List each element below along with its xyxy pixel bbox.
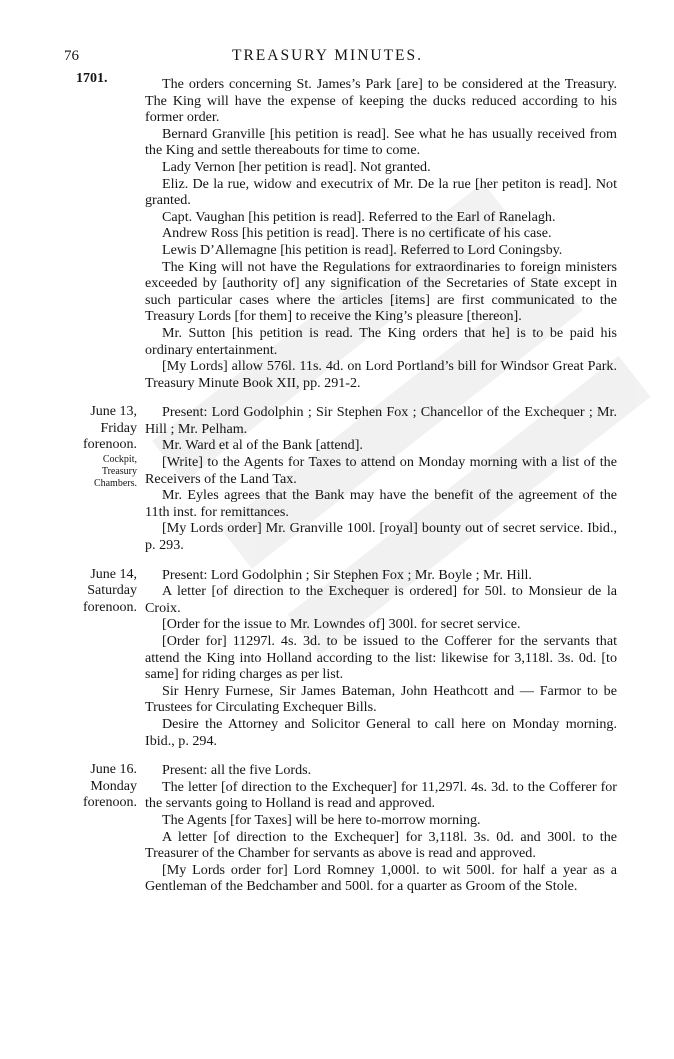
minute-paragraph: A letter [of direction to the Exchequer is ordered] for 50l. to Monsieur de la Croix. (145, 583, 617, 616)
minute-paragraph: Desire the Attorney and Solicitor General to call here on Monday morning. Ibid., p. 294. (145, 715, 617, 749)
date-line: June 14, (90, 566, 137, 582)
date-line: June 13, (90, 404, 137, 420)
minute-paragraph: Mr. Sutton [his petition is read. The King orders that he] is to be paid his ordinary entertainment. (145, 324, 617, 358)
place-line: Treasury (101, 465, 137, 477)
margin-date (59, 404, 137, 490)
place-line: Cockpit, (102, 453, 137, 465)
minute-paragraph: A letter [of direction to the Exchequer] for 3,118l. 3s. 0d. and 300l. to the Treasurer of the Chamber for servants as above is read and approved. (145, 828, 617, 862)
minute-paragraph: Capt. Vaughan [his petition is read]. Referred to the Earl of Ranelagh. (162, 208, 556, 225)
minute-entry (82, 762, 617, 895)
margin-date (59, 762, 137, 812)
minute-paragraph: [Order for] 11297l. 4s. 3d. to be issued to the Cofferer for the servants that attend the King into Holland according to the list: likewise for 3,118l. 3s. 0d. [to same] for riding charges as per list. (145, 633, 617, 683)
entry-gap (145, 554, 617, 567)
date-line: June 16. (90, 762, 137, 778)
date-line: Saturday (87, 583, 137, 599)
minute-paragraph: Sir Henry Furnese, Sir James Bateman, John Heathcott and — Farmor to be Trustees for Circulating Exchequer Bills. (145, 682, 617, 716)
minute-paragraph: Eliz. De la rue, widow and executrix of Mr. De la rue [her petiton is read]. Not granted. (145, 175, 617, 209)
date-line: Monday (90, 778, 137, 794)
minute-paragraph: The letter [of direction to the Exchequer] for 11,297l. 4s. 3d. to the Cofferer for the servants going to Holland is read and approved. (145, 778, 617, 812)
minute-paragraph: [My Lords order for] Lord Romney 1,000l. to wit 500l. for half a year as a Gentleman of the Bedchamber and 500l. for a quarter as Groom of the Stole. (145, 861, 617, 895)
minute-paragraph: The King will not have the Regulations for extraordinaries to foreign ministers exceeded by [authority of] any signification of the Secretaries of State except in such particular cases where the articles [items] are first communicated to the Treasury Lords [for them] to receive the King’s pleasure [thereon]. (145, 258, 617, 325)
running-title: TREASURY MINUTES. (232, 47, 424, 64)
minute-paragraph: Present: all the five Lords. (162, 762, 312, 779)
entry-gap (145, 391, 617, 404)
page-number: 76 (64, 48, 79, 64)
minute-entry (82, 404, 617, 554)
date-line: Friday (100, 420, 137, 436)
minute-paragraph: Present: Lord Godolphin ; Sir Stephen Fox ; Mr. Boyle ; Mr. Hill. (162, 566, 532, 583)
minute-paragraph: The Agents [for Taxes] will be here to-morrow morning. (162, 811, 481, 828)
margin-date (59, 567, 137, 617)
minute-paragraph: [My Lords order] Mr. Granville 100l. [royal] bounty out of secret service. Ibid., p. 293. (145, 520, 617, 554)
minute-paragraph: [Order for the issue to Mr. Lowndes of] 300l. for secret service. (162, 616, 521, 633)
margin-year: 1701. (76, 71, 108, 86)
minute-paragraph: [Write] to the Agents for Taxes to attend on Monday morning with a list of the Receivers of the Land Tax. (145, 454, 617, 487)
date-line: forenoon. (82, 437, 137, 453)
entry-gap (145, 749, 617, 762)
minute-entry (82, 566, 617, 750)
minute-paragraph: Lady Vernon [her petition is read]. Not granted. (162, 158, 431, 175)
minute-entry (145, 76, 617, 391)
minute-paragraph: Mr. Eyles agrees that the Bank may have the benefit of the agreement of the 11th inst. for remittances. (145, 487, 617, 520)
minute-paragraph: The orders concerning St. James’s Park [are] to be considered at the Treasury. The King will have the expense of keeping the ducks reduced according to his former order. (145, 76, 617, 126)
minute-paragraph: Lewis D’Allemagne [his petition is read]. Referred to Lord Coningsby. (162, 241, 563, 258)
minute-paragraph: Present: Lord Godolphin ; Sir Stephen Fox ; Chancellor of the Exchequer ; Mr. Hill ; Mr. Pelham. (145, 404, 617, 437)
minute-paragraph: Mr. Ward et al of the Bank [attend]. (162, 437, 363, 454)
place-line: Chambers. (93, 477, 137, 489)
minute-paragraph: Andrew Ross [his petition is read]. There is no certificate of his case. (162, 225, 552, 242)
date-line: forenoon. (82, 599, 137, 615)
date-line: forenoon. (82, 795, 137, 811)
minute-paragraph: Bernard Granville [his petition is read]. See what he has usually received from the King and settle thereabouts for time to come. (145, 125, 617, 159)
minute-paragraph: [My Lords] allow 576l. 11s. 4d. on Lord Portland’s bill for Windsor Great Park. Treasury Minute Book XII, pp. 291-2. (145, 358, 617, 391)
